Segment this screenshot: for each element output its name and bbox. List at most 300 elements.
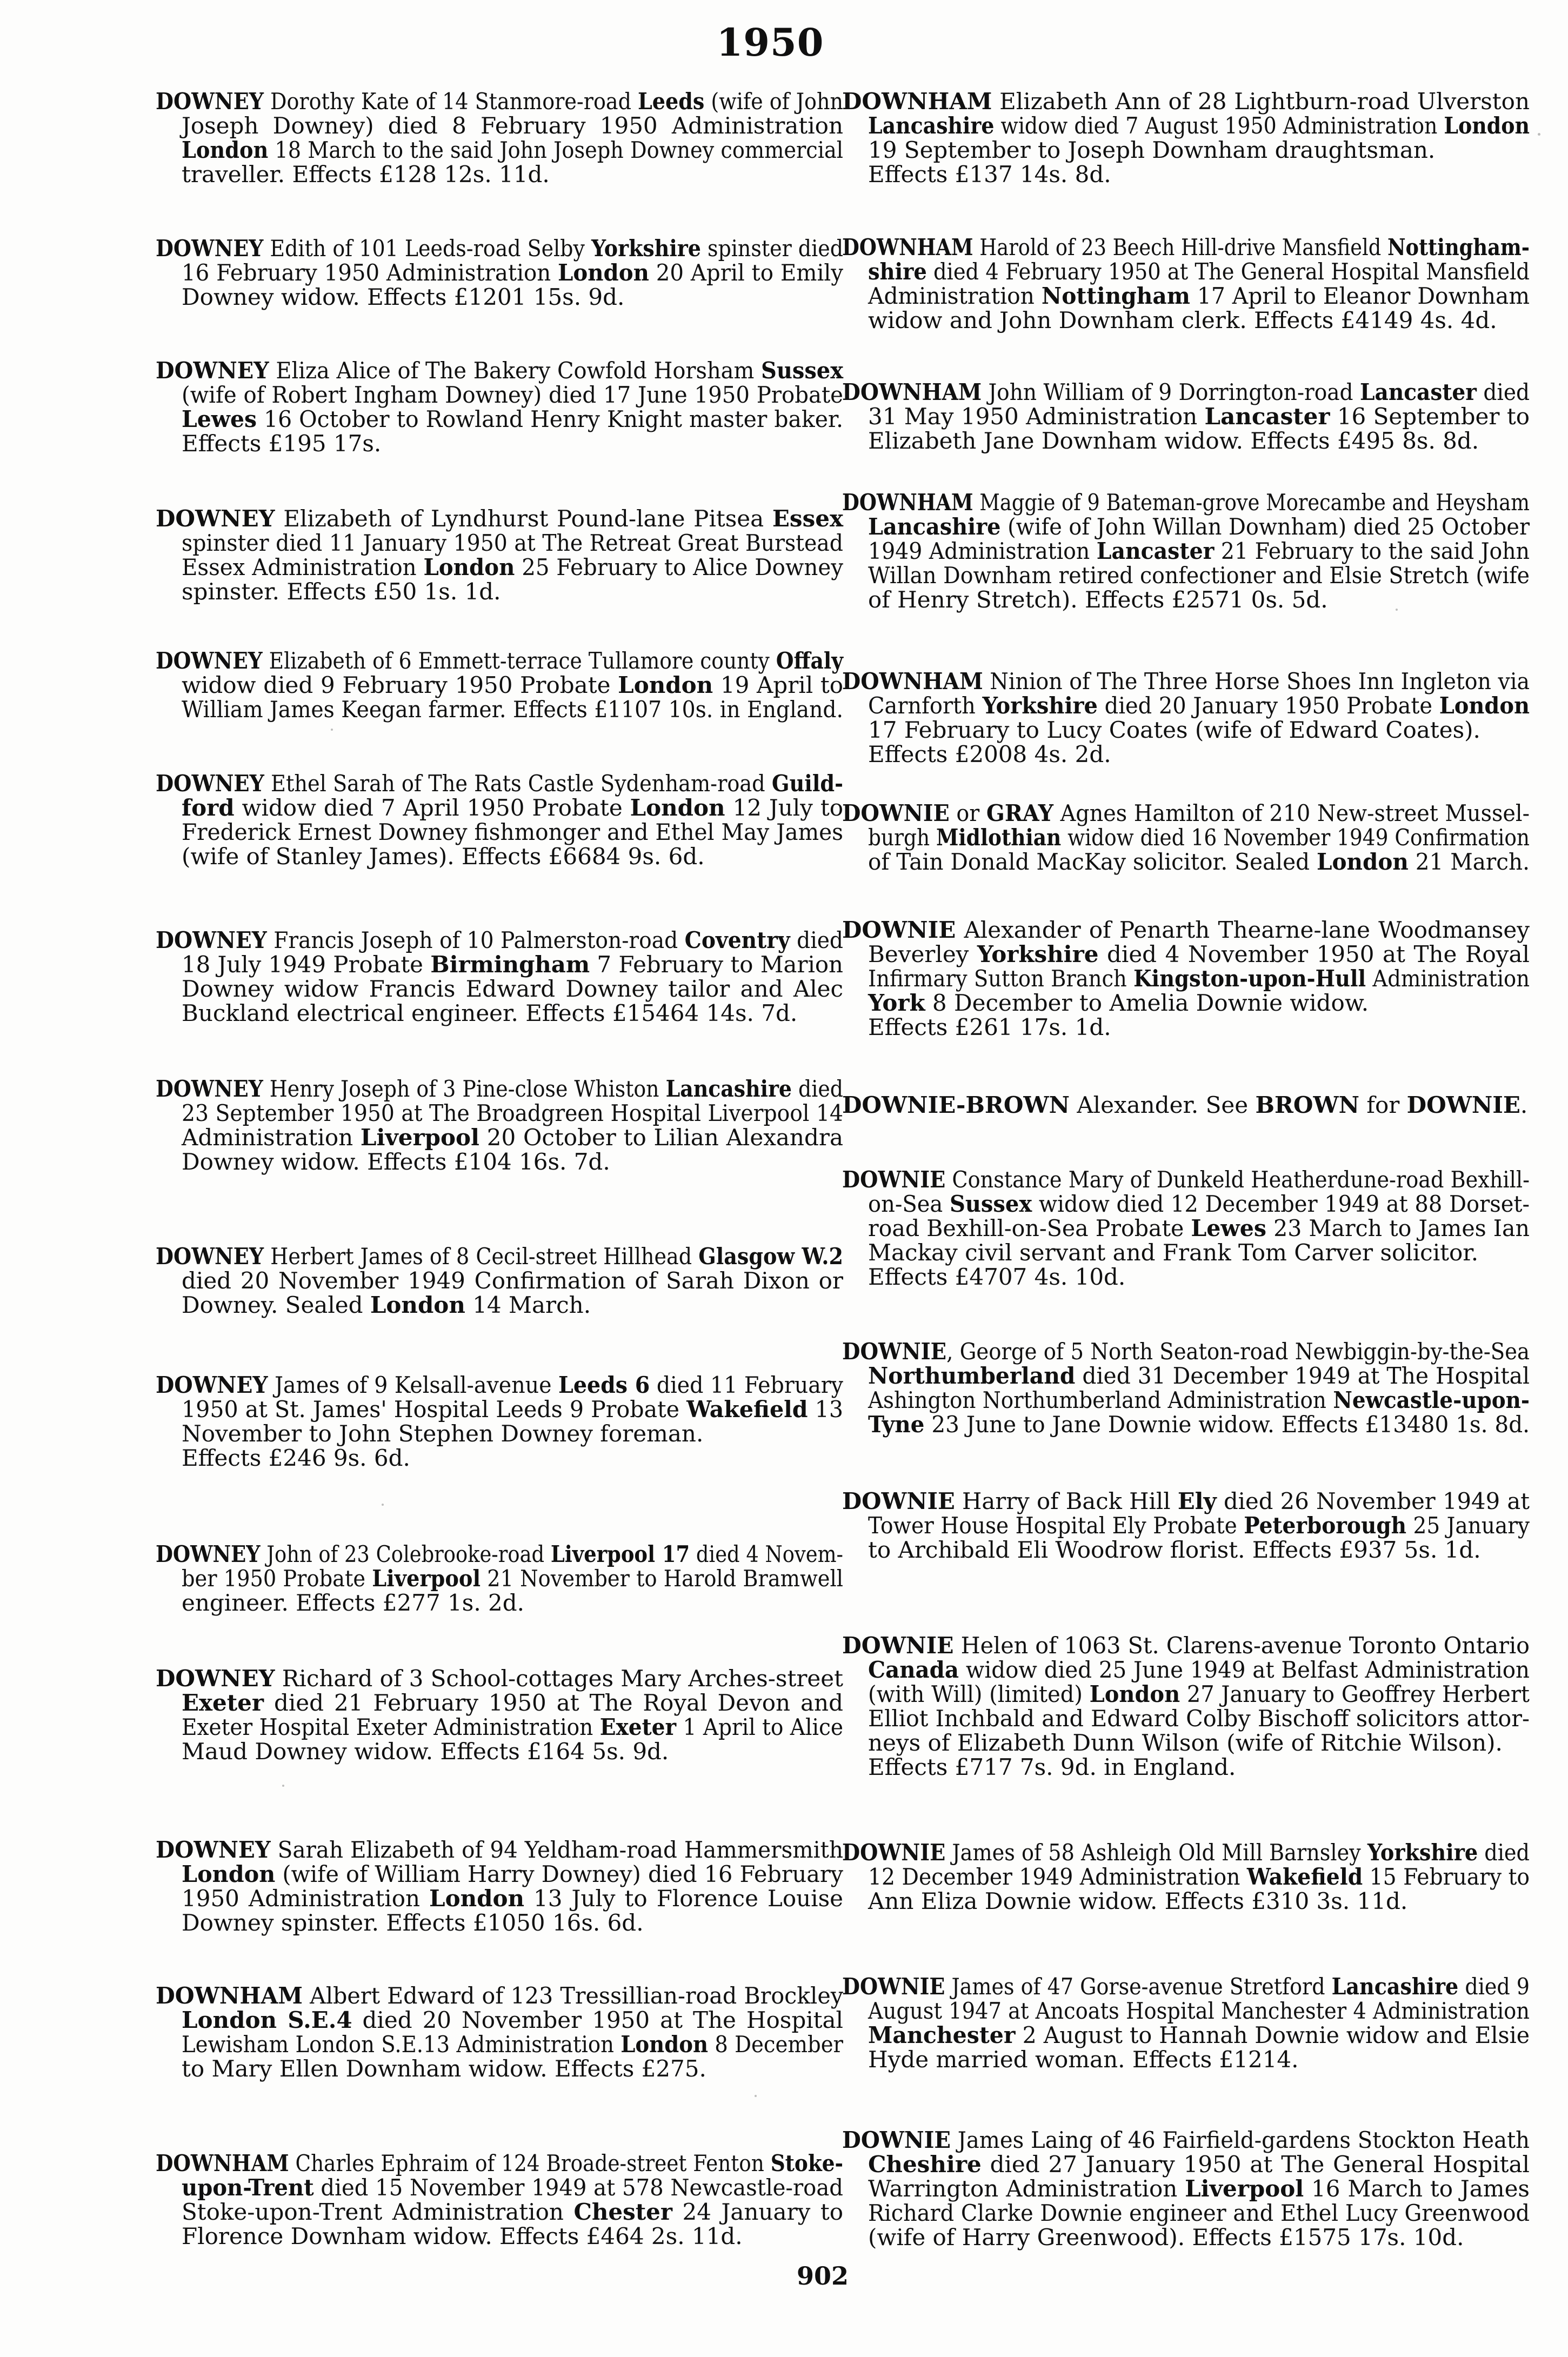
bold-text: DOWNHAM [842, 88, 992, 115]
entry-line-text: 1949 Administration Lancaster 21 February to the said John [868, 538, 1530, 564]
entry-line-text: York 8 December to Amelia Downie widow. [868, 990, 1369, 1016]
entry-line-text: Ann Eliza Downie widow. Effects £310 3s. 11d. [868, 1888, 1408, 1914]
entry-line-text: DOWNIE or GRAY Agnes Hamilton of 210 New-street Mussel- [842, 800, 1530, 826]
entry-line [842, 404, 1530, 429]
entry-line [156, 1373, 843, 1397]
bold-text: Lewes [1191, 1215, 1267, 1241]
entry-line-text: DOWNEY Ethel Sarah of The Rats Castle Sydenham-road Guild- [156, 770, 843, 797]
bold-text: BROWN [1255, 1092, 1360, 1118]
entry-line [156, 1542, 843, 1566]
scan-speckle [574, 1015, 577, 1018]
entry-line [842, 1865, 1530, 1889]
entry-line [156, 2056, 843, 2081]
entry-line [156, 977, 843, 1001]
entry-line [842, 693, 1530, 718]
entry-line [842, 284, 1530, 308]
entry-line-text: (with Will) (limited) London 27 January to Geoffrey Herbert [868, 1681, 1530, 1707]
entry-line [156, 383, 843, 407]
entry-line [156, 358, 843, 383]
entry-line-text: November to John Stephen Downey foreman. [182, 1420, 704, 1447]
entry-line-text: on-Sea Sussex widow died 12 December 1949 at 88 Dorset- [868, 1191, 1530, 1217]
entry-line [842, 718, 1530, 742]
entry-line-text: DOWNIE Constance Mary of Dunkeld Heatherdune-road Bexhill- [842, 1166, 1530, 1193]
bold-text: Newcastle-upon- [1333, 1387, 1530, 1413]
entry-line [842, 2047, 1530, 2072]
entry-line-text: engineer. Effects £277 1s. 2d. [182, 1590, 524, 1616]
entry-line [842, 2023, 1530, 2047]
entry-line [842, 2152, 1530, 2176]
entry-line-text: William James Keegan farmer. Effects £1107 10s. in England. [182, 696, 843, 723]
bold-text: DOWNIE [842, 1338, 947, 1365]
entry-line [156, 1125, 843, 1150]
scan-speckle [1538, 133, 1540, 136]
bold-text: Peterborough [1244, 1512, 1407, 1539]
entry-line-text: Tower House Hospital Ely Probate Peterborough 25 January [868, 1512, 1530, 1539]
entry-line [842, 429, 1530, 453]
entry-line [156, 285, 843, 309]
probate-entry [156, 89, 843, 186]
entry-line [156, 1566, 843, 1591]
entry-line [842, 1167, 1530, 1192]
entry-line [156, 2151, 843, 2175]
bold-text: Northumberland [868, 1363, 1076, 1389]
entry-line [842, 801, 1530, 825]
entry-line-text: DOWNEY Herbert James of 8 Cecil-street Hillhead Glasgow W.2 [156, 1243, 843, 1270]
probate-entry [842, 1633, 1530, 1779]
probate-entry [842, 1339, 1530, 1437]
entry-line-text: Effects £2008 4s. 2d. [868, 741, 1111, 767]
probate-entry [842, 1489, 1530, 1562]
entry-line-text: road Bexhill-on-Sea Probate Lewes 23 March to James Ian [868, 1215, 1530, 1241]
entry-line-text: Elizabeth Jane Downham widow. Effects £495 8s. 8d. [868, 428, 1479, 454]
entry-line [842, 235, 1530, 259]
entry-line [842, 1412, 1530, 1437]
year-heading: 1950 [716, 20, 824, 65]
entry-line-text: Effects £246 9s. 6d. [182, 1445, 410, 1471]
entry-line-text: Administration Liverpool 20 October to Lilian Alexandra [182, 1124, 843, 1151]
entry-line-text: Effects £4707 4s. 10d. [868, 1264, 1126, 1290]
entry-line-text: burgh Midlothian widow died 16 November 1949 Confirmation [868, 824, 1530, 851]
entry-line [842, 2201, 1530, 2225]
entry-line-text: 12 December 1949 Administration Wakefield 15 February to [868, 1864, 1530, 1890]
bold-text: DOWNIE [842, 917, 956, 943]
entry-line [842, 490, 1530, 515]
bold-text: Wakefield [1246, 1864, 1363, 1890]
bold-text: DOWNIE [842, 1632, 954, 1659]
entry-line [842, 1364, 1530, 1388]
bold-text: Ely [1177, 1488, 1217, 1514]
entry-line [156, 2032, 843, 2056]
entry-line [156, 138, 843, 162]
entry-line-text: DOWNEY Eliza Alice of The Bakery Cowfold Horsham Sussex [156, 357, 843, 384]
entry-line [156, 1446, 843, 1470]
entry-line-text: DOWNIE James of 47 Gorse-avenue Stretford Lancashire died 9 [842, 1973, 1530, 2000]
bold-text: Yorkshire [977, 941, 1099, 967]
bold-text: Lancashire [665, 1076, 792, 1102]
entry-line-text: 1950 at St. James' Hospital Leeds 9 Probate Wakefield 13 [182, 1396, 843, 1423]
probate-entry [842, 380, 1530, 453]
bold-text: Canada [868, 1657, 959, 1683]
probate-entry [842, 490, 1530, 612]
entry-line-text: widow and John Downham clerk. Effects £4149 4s. 4d. [868, 307, 1497, 333]
bold-text: Sussex [949, 1191, 1032, 1217]
bold-text: Stoke- [770, 2150, 843, 2176]
entry-line-text: Stoke-upon-Trent Administration Chester 24 January to [182, 2199, 843, 2225]
bold-text: Glasgow W.2 [698, 1243, 843, 1270]
entry-line-text: Infirmary Sutton Branch Kingston-upon-Hull Administration [868, 965, 1530, 992]
entry-line-text: Administration Nottingham 17 April to Eleanor Downham [868, 283, 1530, 309]
entry-line [842, 1840, 1530, 1865]
bold-text: DOWNEY [156, 357, 269, 384]
entry-line [156, 407, 843, 431]
bold-text: DOWNEY [156, 1243, 264, 1270]
entry-line [156, 2224, 843, 2248]
bold-text: Coventry [684, 927, 790, 953]
entry-line-text: DOWNIE, George of 5 North Seaton-road Newbiggin-by-the-Sea [842, 1338, 1530, 1365]
probate-entry [156, 1984, 843, 2081]
entry-line-text: of Tain Donald MacKay solicitor. Sealed London 21 March. [868, 849, 1530, 875]
bold-text: DOWNEY [156, 647, 263, 674]
bold-text: Midlothian [936, 824, 1062, 851]
entry-line [156, 2008, 843, 2032]
entry-line-text: 23 September 1950 at The Broadgreen Hospital Liverpool 14 [182, 1100, 843, 1126]
bold-text: Guild- [771, 770, 843, 797]
probate-entry [156, 1666, 843, 1764]
entry-line [842, 113, 1530, 138]
entry-line [156, 1591, 843, 1615]
entry-line-text: to Mary Ellen Downham widow. Effects £275. [182, 2055, 706, 2082]
bold-text: Liverpool 17 [550, 1541, 690, 1567]
entry-line-text: Effects £137 14s. 8d. [868, 161, 1111, 188]
entry-line [156, 820, 843, 844]
entry-line [156, 1911, 843, 1935]
entry-line [842, 825, 1530, 850]
entry-line [156, 1715, 843, 1739]
entry-line-text: DOWNHAM Harold of 23 Beech Hill-drive Mansfield Nottingham- [842, 234, 1530, 261]
bold-text: Lancashire [1331, 1973, 1459, 2000]
entry-line [156, 1268, 843, 1293]
entry-line-text: DOWNIE Harry of Back Hill Ely died 26 November 1949 at [842, 1488, 1530, 1514]
bold-text: DOWNIE-BROWN [842, 1092, 1070, 1118]
entry-line [156, 162, 843, 186]
entry-line [842, 1015, 1530, 1039]
bold-text: London S.E.4 [182, 2007, 352, 2033]
entry-line-text: 18 July 1949 Probate Birmingham 7 February to Marion [182, 951, 843, 978]
entry-line-text: Downey. Sealed London 14 March. [182, 1292, 591, 1318]
entry-line [842, 1706, 1530, 1731]
entry-line [156, 1691, 843, 1715]
entry-line-text: Florence Downham widow. Effects £464 2s. 11d. [182, 2223, 743, 2249]
bold-text: DOWNHAM [842, 379, 982, 405]
bold-text: DOWNIE [842, 1166, 946, 1193]
entry-line-text: Warrington Administration Liverpool 16 March to James [868, 2175, 1530, 2202]
bold-text: London [423, 554, 515, 580]
entry-line [842, 1388, 1530, 1412]
bold-text: Yorkshire [591, 235, 701, 262]
probate-entry [156, 1373, 843, 1470]
bold-text: Nottingham [1041, 283, 1190, 309]
entry-line-text: Essex Administration London 25 February to Alice Downey [182, 554, 843, 580]
entry-line [842, 2176, 1530, 2201]
bold-text: London [558, 259, 649, 286]
probate-entry [156, 1244, 843, 1317]
entry-line-text: Lancashire widow died 7 August 1950 Administration London [868, 112, 1530, 139]
entry-line-text: DOWNHAM John William of 9 Dorrington-road Lancaster died [842, 379, 1530, 405]
entry-line-text: DOWNIE-BROWN Alexander. See BROWN for DOWNIE. [842, 1092, 1528, 1118]
entry-line [842, 1513, 1530, 1538]
bold-text: DOWNIE [842, 800, 950, 826]
bold-text: Liverpool [360, 1124, 479, 1151]
entry-line [156, 1739, 843, 1764]
bold-text: Nottingham- [1387, 234, 1530, 261]
entry-line-text: DOWNHAM Elizabeth Ann of 28 Lightburn-road Ulverston [842, 88, 1530, 115]
bold-text: London [1439, 692, 1530, 719]
bold-text: Liverpool [1185, 2175, 1304, 2202]
entry-line-text: died 20 November 1949 Confirmation of Sarah Dixon or [182, 1267, 843, 1294]
bold-text: Lancashire [868, 112, 995, 139]
probate-entry [842, 669, 1530, 766]
entry-line [156, 2200, 843, 2224]
entry-line-text: Exeter Hospital Exeter Administration Exeter 1 April to Alice [182, 1714, 843, 1740]
entry-line [156, 1293, 843, 1317]
bold-text: Lancaster [1096, 538, 1215, 564]
probate-entry [842, 1167, 1530, 1289]
entry-line-text: Tyne 23 June to Jane Downie widow. Effects £13480 1s. 8d. [868, 1411, 1530, 1438]
bold-text: shire [868, 258, 927, 285]
scan-speckle [1396, 609, 1398, 611]
bold-text: DOWNEY [156, 1076, 263, 1102]
entry-line-text: upon-Trent died 15 November 1949 at 578 Newcastle-road [182, 2174, 843, 2201]
entry-line-text: DOWNEY James of 9 Kelsall-avenue Leeds 6 died 11 February [156, 1372, 843, 1398]
entry-line-text: London S.E.4 died 20 November 1950 at The Hospital [182, 2007, 843, 2033]
entry-line-text: Downey widow. Effects £1201 15s. 9d. [182, 284, 625, 310]
bold-text: DOWNIE [842, 2127, 951, 2153]
probate-entry [156, 771, 843, 869]
probate-entry [156, 236, 843, 309]
entry-line-text: Maud Downey widow. Effects £164 5s. 9d. [182, 1738, 669, 1765]
probate-entry [156, 358, 843, 456]
entry-line-text: Elliot Inchbald and Edward Colby Bischoff solicitors attor- [868, 1705, 1530, 1732]
bold-text: Tyne [868, 1411, 925, 1438]
bold-text: Manchester [868, 2022, 1016, 2048]
entry-line [156, 579, 843, 604]
entry-line-text: Willan Downham retired confectioner and Elsie Stretch (wife [868, 562, 1530, 589]
entry-line-text: DOWNEY Sarah Elizabeth of 94 Yeldham-road Hammersmith [156, 1837, 843, 1863]
bold-text: York [868, 990, 925, 1016]
bold-text: Kingston-upon-Hull [1133, 965, 1366, 992]
probate-entry [156, 506, 843, 604]
bold-text: Wakefield [686, 1396, 808, 1423]
bold-text: Sussex [761, 357, 843, 384]
entry-line-text: Lancashire (wife of John Willan Downham) died 25 October [868, 513, 1530, 540]
entry-line [156, 531, 843, 555]
bold-text: DOWNHAM [156, 1982, 303, 2009]
entry-line-text: 19 September to Joseph Downham draughtsman. [868, 137, 1436, 163]
bold-text: Cheshire [868, 2151, 982, 2178]
bold-text: Leeds [638, 88, 705, 115]
entry-line [842, 669, 1530, 693]
bold-text: DOWNEY [156, 927, 267, 953]
entry-line [842, 380, 1530, 404]
entry-line-text: August 1947 at Ancoats Hospital Manchester 4 Administration [868, 1998, 1530, 2024]
entry-line [156, 1244, 843, 1268]
entry-line-text: Effects £261 17s. 1d. [868, 1014, 1111, 1040]
entry-line [842, 1192, 1530, 1216]
bold-text: Yorkshire [1367, 1839, 1478, 1866]
entry-line [156, 2175, 843, 2200]
scan-speckle [968, 2163, 970, 2165]
entry-line [156, 771, 843, 796]
entry-line-text: London (wife of William Harry Downey) died 16 February [182, 1861, 844, 1887]
entry-line [156, 697, 843, 722]
entry-line-text: ford widow died 7 April 1950 Probate London 12 July to [182, 794, 843, 821]
entry-line-text: DOWNIE Helen of 1063 St. Clarens-avenue Toronto Ontario [842, 1632, 1530, 1659]
entry-line [842, 1265, 1530, 1289]
probate-entry [842, 1840, 1530, 1913]
entry-line [842, 1339, 1530, 1364]
entry-line-text: to Archibald Eli Woodrow florist. Effects £937 5s. 1d. [868, 1537, 1481, 1563]
entry-line [842, 1889, 1530, 1913]
entry-line-text: DOWNHAM Ninion of The Three Horse Shoes Inn Ingleton via [842, 668, 1530, 695]
entry-line [842, 89, 1530, 113]
bold-text: DOWNHAM [842, 489, 973, 516]
bold-text: DOWNIE [842, 1973, 945, 2000]
entry-line [156, 1666, 843, 1691]
entry-line-text: spinster. Effects £50 1s. 1d. [182, 578, 501, 605]
bold-text: Yorkshire [982, 692, 1098, 719]
bold-text: Lancaster [1204, 403, 1330, 430]
probate-entry [842, 235, 1530, 332]
entry-line [156, 1397, 843, 1421]
entry-line-text: ber 1950 Probate Liverpool 21 November to Harold Bramwell [182, 1565, 843, 1592]
entry-line-text: Canada widow died 25 June 1949 at Belfast Administration [868, 1657, 1530, 1683]
bold-text: DOWNEY [156, 1665, 275, 1692]
bold-text: DOWNIE [842, 1488, 955, 1514]
entry-line-text: (wife of Stanley James). Effects £6684 9s. 6d. [182, 843, 705, 870]
page-number: 902 [796, 2261, 849, 2291]
entry-line-text: Exeter died 21 February 1950 at The Royal Devon and [182, 1690, 843, 1716]
entry-line-text: 17 February to Lucy Coates (wife of Edward Coates). [868, 717, 1480, 743]
entry-line-text: DOWNEY John of 23 Colebrooke-road Liverpool 17 died 4 Novem- [156, 1541, 843, 1567]
entry-line [842, 918, 1530, 942]
entry-line-text: Ashington Northumberland Administration Newcastle-upon- [868, 1387, 1530, 1413]
scan-speckle [282, 1785, 284, 1787]
probate-entry [842, 2128, 1530, 2249]
entry-line [156, 1001, 843, 1025]
entry-line-text: DOWNIE James Laing of 46 Fairfield-gardens Stockton Heath [842, 2127, 1530, 2153]
entry-line [842, 1755, 1530, 1779]
entry-line-text: Hyde married woman. Effects £1214. [868, 2046, 1299, 2073]
entry-line-text: Beverley Yorkshire died 4 November 1950 at The Royal [868, 941, 1530, 967]
entry-line [842, 2225, 1530, 2249]
entry-line-text: Lewes 16 October to Rowland Henry Knight master baker. [182, 406, 843, 432]
entry-line-text: DOWNEY Francis Joseph of 10 Palmerston-road Coventry died [156, 927, 843, 953]
entry-line [156, 1862, 843, 1886]
entry-line [842, 587, 1530, 612]
bold-text: GRAY [986, 800, 1053, 826]
entry-line [156, 89, 843, 113]
entry-line-text: Buckland electrical engineer. Effects £15464 14s. 7d. [182, 1000, 798, 1026]
entry-line-text: Downey widow Francis Edward Downey tailor and Alec [182, 976, 843, 1002]
bold-text: London [618, 672, 713, 698]
probate-entry [156, 1542, 843, 1615]
entry-line [842, 742, 1530, 766]
bold-text: DOWNEY [156, 1541, 261, 1567]
entry-line [156, 113, 843, 138]
bold-text: DOWNEY [156, 235, 264, 262]
entry-line-text: shire died 4 February 1950 at The General Hospital Mansfield [868, 258, 1530, 285]
bold-text: Leeds 6 [558, 1372, 650, 1398]
entry-line-text: DOWNEY Richard of 3 School-cottages Mary Arches-street [156, 1665, 843, 1692]
bold-text: Exeter [182, 1690, 264, 1716]
entry-line-text: Northumberland died 31 December 1949 at The Hospital [868, 1363, 1530, 1389]
bold-text: DOWNEY [156, 88, 264, 115]
bold-text: upon-Trent [182, 2174, 314, 2201]
bold-text: Offaly [776, 647, 843, 674]
bold-text: DOWNHAM [842, 234, 973, 261]
entry-line [842, 2128, 1530, 2152]
entry-line [842, 991, 1530, 1015]
entry-line [842, 1093, 1530, 1117]
probate-entry [156, 1838, 843, 1935]
entry-line-text: DOWNEY Elizabeth of 6 Emmett-terrace Tullamore county Offaly [156, 647, 843, 674]
entry-line-text: Manchester 2 August to Hannah Downie widow and Elsie [868, 2022, 1530, 2048]
bold-text: Lancaster [1360, 379, 1477, 405]
entry-line-text: Effects £717 7s. 9d. in England. [868, 1754, 1236, 1780]
entry-line-text: Mackay civil servant and Frank Tom Carver solicitor. [868, 1239, 1479, 1266]
bold-text: DOWNHAM [842, 668, 983, 695]
entry-line [156, 1077, 843, 1101]
entry-line [842, 1489, 1530, 1513]
entry-line [156, 649, 843, 673]
entry-line-text: Lewisham London S.E.13 Administration London 8 December [182, 2031, 843, 2058]
bold-text: London [1316, 849, 1409, 875]
scan-speckle [331, 729, 333, 731]
bold-text: Liverpool [372, 1565, 481, 1592]
entry-line-text: Joseph Downey) died 8 February 1950 Administration [182, 112, 843, 139]
scan-speckle [382, 1504, 384, 1506]
probate-entry [842, 89, 1530, 186]
entry-line [156, 952, 843, 977]
entry-line [156, 796, 843, 820]
entry-line [842, 539, 1530, 563]
entry-line [156, 1101, 843, 1125]
probate-entry [842, 918, 1530, 1039]
entry-line-text: neys of Elizabeth Dunn Wilson (wife of Ritchie Wilson). [868, 1730, 1503, 1756]
bold-text: Essex [772, 505, 843, 532]
entry-line-text: Downey widow. Effects £104 16s. 7d. [182, 1149, 610, 1175]
probate-entry [156, 928, 843, 1025]
entry-line-text: DOWNEY Henry Joseph of 3 Pine-close Whiston Lancashire died [156, 1076, 843, 1102]
scan-speckle [755, 2095, 757, 2097]
entry-line-text: 16 February 1950 Administration London 20 April to Emily [182, 259, 843, 286]
entry-line [842, 850, 1530, 874]
entry-line [156, 1421, 843, 1446]
probate-entry [842, 1974, 1530, 2072]
bold-text: DOWNIE [1406, 1092, 1520, 1118]
entry-line [156, 928, 843, 952]
entry-line [156, 1886, 843, 1911]
bold-text: Chester [573, 2199, 673, 2225]
entry-line-text: DOWNHAM Maggie of 9 Bateman-grove Morecambe and Heysham [842, 489, 1530, 516]
entry-line-text: DOWNIE Alexander of Penarth Thearne-lane Woodmansey [842, 917, 1530, 943]
entry-line [156, 431, 843, 456]
entry-line-text: traveller. Effects £128 12s. 11d. [182, 161, 550, 188]
entry-line-text: Carnforth Yorkshire died 20 January 1950 Probate London [868, 692, 1530, 719]
entry-line [842, 162, 1530, 186]
bold-text: London [182, 137, 269, 163]
entry-line [156, 844, 843, 869]
